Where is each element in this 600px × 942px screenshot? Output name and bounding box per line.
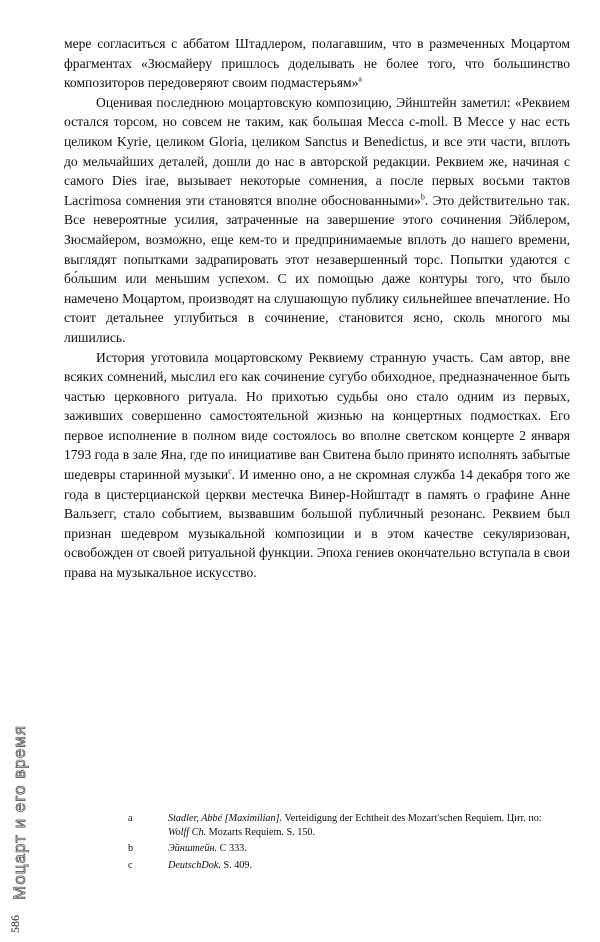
- page-number-text: 586: [8, 915, 22, 933]
- paragraph-3: [64, 348, 570, 583]
- footnote-ref-c: c: [228, 466, 232, 476]
- footnote-c: [128, 859, 558, 873]
- footnote-author: Stadler, Abbé [Maximilian].: [168, 813, 283, 824]
- footnote-source-text: Mozarts Requiem. S. 150.: [208, 826, 316, 838]
- footnote-ref-b: b: [420, 192, 425, 202]
- footnote-text: С 333.: [219, 843, 247, 854]
- running-head-text: Моцарт и его время: [10, 724, 29, 900]
- footnote-ref-a: a: [358, 74, 362, 84]
- footnote-text: S. 409.: [223, 859, 253, 871]
- footnote-b: [128, 842, 558, 856]
- main-text: [64, 34, 570, 583]
- footnote-author: DeutschDok.: [168, 859, 221, 871]
- paragraph-2-text: Оценивая последнюю моцартовскую композицию, Эйнштейн заметил: «Реквием остался торсом, но совсем не таким, как большая Месса c-moll. В Мессе у нас есть целиком Kyrie, целиком Gloria, целиком Sanctus и Benedictus, и все эти части, вплоть до мельчайших деталей, дошли до нас в авторской редакции. Реквием же, начиная с самого Dies irae, вызывает некоторые сомнения, а после первых восьми тактов Lacrimosa сомнения эти становятся вполне обоснованными»: [64, 94, 570, 208]
- paragraph-1: [64, 34, 570, 93]
- paragraph-1-text: мере согласиться с аббатом Штадлером, полагавшим, что в размеченных Моцартом фрагментах «Зюсмайеру пришлось доделывать не более того, что большинство композиторов передоверяют своим подмастерьям»: [64, 36, 570, 91]
- footnote-body: [168, 812, 558, 839]
- paragraph-3-text: История уготовила моцартовскому Реквиему странную участь. Сам автор, вне всяких сомнений, мыслил его как сочинение сугубо обиходное, предназначенное быть частью церковного ритуала. Но прихотью судьбы оно стало одним из первых, заживших совершенно самостоятельной жизнью на концертных подмостках. Его первое исполнение в полном виде состоялось во вполне светском концерте 2 января 1793 года в зале Яна, где по инициативе ван Свитена было принято исполнять забытые шедевры старинной музыки: [64, 349, 570, 483]
- footnote-author: Эйнштейн.: [168, 843, 218, 854]
- footnote-body: [168, 859, 558, 873]
- page-number: [4, 905, 24, 935]
- paragraph-3-after: . И именно оно, а не скромная служба 14 декабря того же года в цистерцианской церкви местечка Винер-Нойштадт в память о графине Анне Вальзегг, стало событием, вызвавшим большой публичный резонанс. Реквием был признан шедевром музыкальной композиции и в этом качестве секуляризован, освобожден от своей ритуальной функции. Эпоха гениев окончательно вступала в свои права на музыкальное искусство.: [64, 467, 570, 581]
- footnote-body: [168, 842, 558, 856]
- paragraph-2: [64, 93, 570, 348]
- footnote-mark: b: [128, 843, 134, 854]
- running-head: [8, 660, 28, 900]
- footnotes: [128, 812, 558, 875]
- paragraph-2-after: . Это действительно так. Все невероятные усилия, затраченные на завершение этого сочинения Эйблером, Зюсмайером, возможно, еще кем-то и предпринимаемые вплоть до нашего времени, выглядят попытками задрапировать этот незавершенный торс. Попытки удаются с бо́льшим или меньшим успехом. С их помощью даже контуры того, что было намечено Моцартом, производят на слушающую публику сильнейшее впечатление. Но стоит детальнее углубиться в сочинение, становится ясно, сколь многого мы лишились.: [64, 192, 570, 345]
- footnote-a: [128, 812, 558, 839]
- footnote-mark: c: [128, 859, 133, 871]
- footnote-source-author: Wolff Ch.: [168, 826, 207, 838]
- footnote-mark: a: [128, 813, 133, 824]
- footnote-text: Verteidigung der Echtheit des Mozart'schen Requiem. Цит. по:: [284, 813, 542, 824]
